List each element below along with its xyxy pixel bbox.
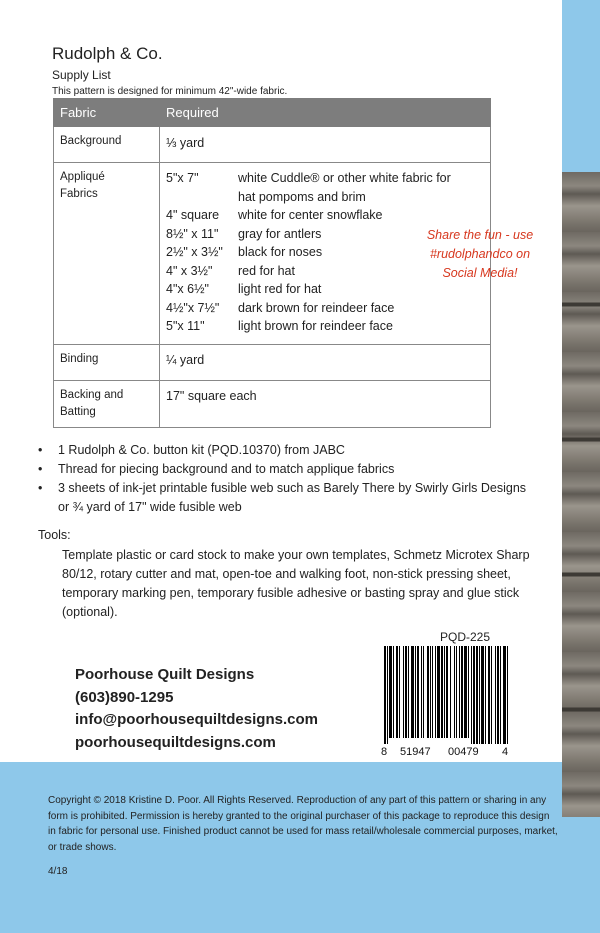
fabric-description: light red for hat — [238, 282, 322, 296]
applique-label-line1: Appliqué — [60, 171, 105, 183]
fabric-description: light brown for reindeer face — [238, 319, 393, 333]
list-item: • Thread for piecing background and to match applique fabrics — [38, 460, 538, 479]
barcode-bar — [417, 646, 419, 738]
backing-label-line1: Backing and — [60, 388, 124, 401]
barcode-bar — [473, 646, 475, 744]
fabric-description: white for center snowflake — [238, 208, 383, 222]
barcode-bar — [432, 646, 433, 738]
fabric-description: gray for antlers — [238, 226, 322, 241]
fabric-width-note: This pattern is designed for minimum 42"-wide fabric. — [52, 86, 288, 97]
share-line-3: Social Media! — [442, 266, 518, 280]
barcode-bar — [403, 646, 404, 738]
fabric-size: 4½"x 7½" — [166, 300, 220, 315]
fabric-size: 8½" x 11" — [166, 226, 219, 241]
barcode-bar — [446, 646, 448, 738]
copyright-notice: Copyright © 2018 Kristine D. Poor. All Rights Reserved. Reproduction of any part of this pattern or sharing in any form is prohibited. Permission is hereby granted to the original purchaser of this package to reproduce this design in fabric for personal use. Finished product cannot be used for mass retail/wholesale commercial purposes, market, or trade shows. — [48, 795, 558, 853]
table-row-binding — [54, 344, 491, 380]
revision-date: 4/18 — [48, 866, 68, 877]
barcode-bar — [450, 646, 451, 738]
fabric-size: 4" x 3½" — [166, 263, 213, 278]
barcode-bar — [415, 646, 416, 738]
row-value-background: ⅓ yard — [160, 127, 491, 163]
barcode-bar — [430, 646, 431, 738]
barcode-bar — [408, 646, 409, 738]
fabric-size: 2½" x 3½" — [166, 245, 223, 259]
barcode-digit-first: 8 — [381, 746, 388, 758]
tools-description: Template plastic or card stock to make your own templates, Schmetz Microtex Sharp 80/12, rotary cutter and mat, open-toe and walking foot, non-stick pressing sheet, temporary marking pen, temporary fusible adhesive or basting spray and glue stick (optional). — [62, 548, 530, 619]
applique-label-line2: Fabrics — [60, 188, 98, 200]
row-value-backing: 17" square each — [160, 380, 491, 427]
wood-background-strip — [562, 172, 600, 817]
barcode-bar — [461, 646, 463, 738]
barcode-bar — [507, 646, 508, 744]
column-header-fabric: Fabric — [54, 99, 160, 127]
list-item: • 3 sheets of ink-jet printable fusible web such as Barely There by Swirly Girls Designs or ¾ yard of 17" wide fusible web — [38, 479, 538, 517]
list-item — [166, 206, 484, 225]
fabric-description: black for noses — [238, 245, 323, 259]
barcode-bar — [427, 646, 429, 738]
email-address: info@poorhousequiltdesigns.com — [75, 711, 318, 728]
barcode-bar — [435, 646, 436, 738]
row-label-background: Background — [54, 127, 160, 163]
fabric-description: red for hat — [238, 263, 295, 278]
barcode-group-1: 51947 — [400, 746, 431, 758]
barcode-bar — [491, 646, 492, 744]
barcode-bar — [384, 646, 386, 744]
row-label-binding: Binding — [54, 344, 160, 380]
backing-label-line2: Batting — [60, 405, 96, 418]
fabric-size: 4"x 6½" — [166, 282, 209, 296]
barcode-bar — [444, 646, 445, 738]
barcode-bar — [495, 646, 496, 744]
share-hashtag: #rudolphandco on — [429, 247, 531, 261]
barcode-bar — [468, 646, 469, 738]
barcode-bar — [389, 646, 392, 738]
barcode-bar — [437, 646, 440, 738]
barcode-bar — [411, 646, 414, 738]
contact-block — [75, 664, 318, 754]
table-row-background — [54, 127, 491, 163]
list-item — [166, 169, 484, 188]
share-line-1: Share the fun - use — [426, 228, 534, 242]
list-item — [166, 299, 484, 318]
barcode-bar — [396, 646, 398, 738]
fabric-size: 4" square — [166, 208, 220, 222]
barcode-bar — [399, 646, 400, 738]
supply-list-heading: Supply List — [52, 68, 111, 82]
barcode-bar — [454, 646, 455, 738]
column-header-required: Required — [160, 99, 491, 127]
barcode-bar — [471, 646, 472, 744]
barcode-bar — [500, 646, 501, 744]
row-label-backing — [54, 380, 160, 427]
fabric-description: white Cuddle® or other white fabric for — [238, 171, 451, 185]
barcode-bar — [405, 646, 407, 738]
fabric-size: 5"x 7" — [166, 171, 199, 185]
supply-bullet-list — [38, 441, 538, 517]
barcode-group-2: 00479 — [448, 746, 479, 758]
barcode-bar — [421, 646, 422, 738]
table-row-backing — [54, 380, 491, 427]
fabric-size: 5"x 11" — [166, 319, 205, 333]
barcode-bar — [464, 646, 467, 738]
barcode-bar — [441, 646, 443, 738]
fabric-description: dark brown for reindeer face — [238, 300, 395, 315]
barcode-bar — [456, 646, 457, 738]
row-value-binding: ¼ yard — [160, 344, 491, 380]
barcode-bar — [393, 646, 394, 738]
fabric-description-continued: hat pompoms and brim — [238, 189, 366, 204]
sku-label: PQD-225 — [440, 630, 491, 644]
list-item — [166, 317, 484, 336]
barcode-bar — [485, 646, 486, 744]
barcode-bar — [503, 646, 506, 744]
list-item: • 1 Rudolph & Co. button kit (PQD.10370) from JABC — [38, 441, 538, 460]
barcode-bar — [497, 646, 499, 744]
phone-number: (603)890-1295 — [75, 688, 174, 706]
row-label-applique — [54, 163, 160, 345]
website-url: poorhousequiltdesigns.com — [75, 733, 276, 751]
barcode-digit-last: 4 — [502, 746, 509, 758]
barcode-bar — [476, 646, 478, 744]
social-media-callout — [410, 226, 550, 283]
barcode-bar — [488, 646, 490, 744]
company-name: Poorhouse Quilt Designs — [75, 666, 255, 683]
barcode-bar — [459, 646, 460, 738]
barcode — [378, 646, 513, 762]
table-header-row — [54, 99, 491, 127]
barcode-bar — [481, 646, 484, 744]
barcode-bar — [387, 646, 388, 744]
tools-heading: Tools: — [38, 528, 71, 542]
barcode-bar — [479, 646, 480, 744]
pattern-title: Rudolph & Co. — [52, 44, 163, 63]
barcode-bars — [384, 646, 508, 744]
barcode-bar — [423, 646, 424, 738]
